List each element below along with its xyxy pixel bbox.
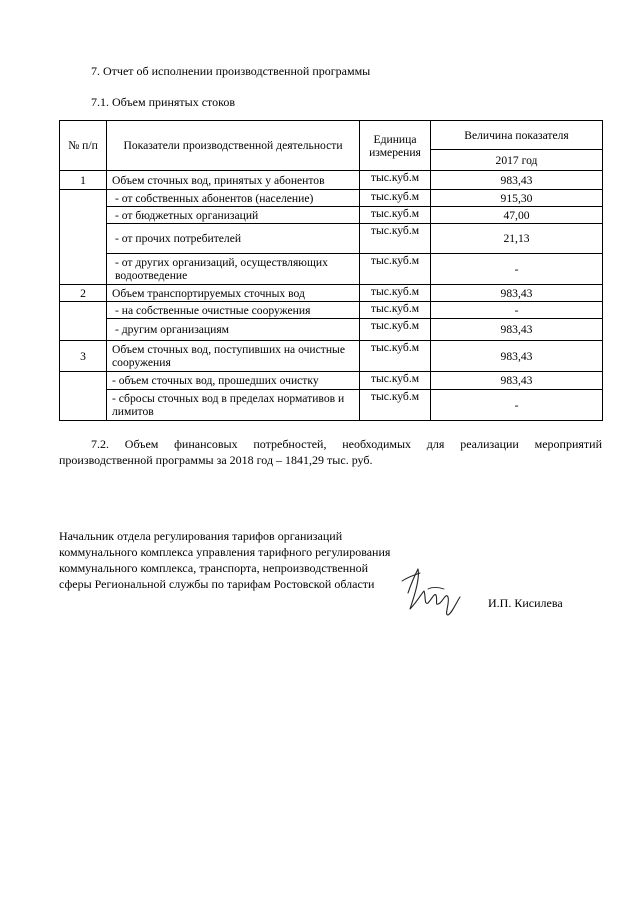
- table-row: [60, 207, 603, 224]
- row-value: -: [431, 254, 603, 285]
- row-indicator: - от собственных абонентов (население): [107, 190, 360, 207]
- row-unit: тыс.куб.м: [360, 302, 431, 319]
- row-indicator: Объем сточных вод, принятых у абонентов: [107, 171, 360, 190]
- row-value: 983,43: [431, 372, 603, 390]
- row-indicator: Объем сточных вод, поступивших на очистные сооружения: [107, 341, 360, 372]
- signer-title: Начальник отдела регулирования тарифов организаций коммунального комплекса управления тарифного регулирования коммунального комплекса, транспорта, непроизводственной сферы Региональной службы по тарифам Ростовской области: [59, 529, 391, 591]
- subsection-heading: 7.1. Объем принятых стоков: [91, 95, 235, 109]
- row-indicator: - объем сточных вод, прошедших очистку: [107, 372, 360, 390]
- table-row: [60, 254, 603, 285]
- row-indicator: - другим организациям: [107, 319, 360, 341]
- header-year: 2017 год: [431, 150, 603, 171]
- row-num: 2: [60, 285, 107, 302]
- table-row: [60, 341, 603, 372]
- row-unit: тыс.куб.м: [360, 190, 431, 207]
- table-row: [60, 224, 603, 254]
- row-value: 915,30: [431, 190, 603, 207]
- row-unit: тыс.куб.м: [360, 207, 431, 224]
- row-num-empty: [60, 302, 107, 341]
- table-row: [60, 390, 603, 421]
- row-unit: тыс.куб.м: [360, 390, 431, 421]
- section-heading: 7. Отчет об исполнении производственной программы: [91, 64, 371, 78]
- row-indicator: - от прочих потребителей: [107, 224, 360, 254]
- row-num-empty: [60, 372, 107, 421]
- row-unit: тыс.куб.м: [360, 224, 431, 254]
- row-num-empty: [60, 190, 107, 285]
- row-unit: тыс.куб.м: [360, 372, 431, 390]
- row-unit: тыс.куб.м: [360, 254, 431, 285]
- row-value: 47,00: [431, 207, 603, 224]
- row-indicator: Объем транспортируемых сточных вод: [107, 285, 360, 302]
- row-unit: тыс.куб.м: [360, 341, 431, 372]
- header-indicator: Показатели производственной деятельности: [107, 121, 360, 171]
- row-unit: тыс.куб.м: [360, 319, 431, 341]
- row-value: 983,43: [431, 285, 603, 302]
- row-value: 983,43: [431, 171, 603, 190]
- row-value: 21,13: [431, 224, 603, 254]
- header-value: Величина показателя: [431, 121, 603, 150]
- wastewater-table: [59, 120, 603, 421]
- table-row: [60, 285, 603, 302]
- row-unit: тыс.куб.м: [360, 285, 431, 302]
- row-unit: тыс.куб.м: [360, 171, 431, 190]
- row-value: 983,43: [431, 341, 603, 372]
- table-row: [60, 372, 603, 390]
- row-value: 983,43: [431, 319, 603, 341]
- row-indicator: - от бюджетных организаций: [107, 207, 360, 224]
- row-indicator: - сбросы сточных вод в пределах нормативов и лимитов: [107, 390, 360, 421]
- row-value: -: [431, 390, 603, 421]
- table-row: [60, 302, 603, 319]
- row-value: -: [431, 302, 603, 319]
- row-indicator: - от других организаций, осуществляющих водоотведение: [107, 254, 360, 285]
- table-row: [60, 319, 603, 341]
- table-row: [60, 190, 603, 207]
- row-num: 3: [60, 341, 107, 372]
- header-num: № п/п: [60, 121, 107, 171]
- table-row: [60, 171, 603, 190]
- row-num: 1: [60, 171, 107, 190]
- row-indicator: - на собственные очистные сооружения: [107, 302, 360, 319]
- signer-name: И.П. Кисилева: [488, 596, 563, 610]
- financial-needs-paragraph: 7.2. Объем финансовых потребностей, необходимых для реализации мероприятий производственной программы за 2018 год – 1841,29 тыс. руб.: [59, 437, 602, 467]
- header-unit: Единица измерения: [360, 121, 431, 171]
- handwritten-signature: [398, 563, 468, 618]
